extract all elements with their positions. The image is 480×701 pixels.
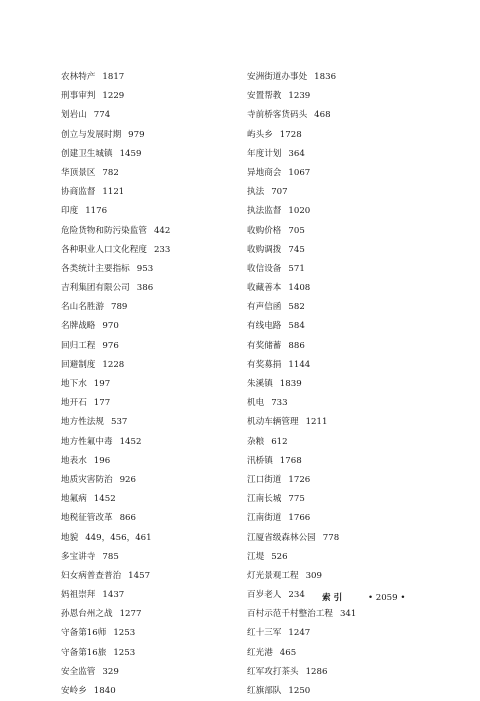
index-entry bbox=[61, 682, 226, 701]
index-entry bbox=[247, 375, 447, 394]
index-term: 收购调拨 bbox=[247, 244, 282, 255]
index-term: 江堤 bbox=[247, 551, 265, 562]
index-term: 守备第16旅 bbox=[61, 647, 107, 658]
index-term: 华顶景区 bbox=[61, 167, 96, 178]
index-entry bbox=[61, 337, 226, 356]
index-term: 红旗部队 bbox=[247, 686, 282, 696]
index-term: 执法 bbox=[247, 187, 265, 198]
index-entry bbox=[247, 567, 447, 586]
index-term: 多宝讲寺 bbox=[61, 551, 96, 562]
index-page-ref: 976 bbox=[102, 340, 119, 351]
index-entry bbox=[247, 663, 447, 682]
index-entry bbox=[61, 586, 226, 605]
index-page-ref: 582 bbox=[288, 302, 305, 313]
index-term: 回归工程 bbox=[61, 340, 96, 351]
index-term: 灯光景观工程 bbox=[247, 570, 299, 581]
right-index-column bbox=[247, 68, 447, 701]
index-entry bbox=[247, 126, 447, 145]
index-term: 收藏善本 bbox=[247, 283, 282, 294]
index-page-ref: 1211 bbox=[305, 417, 328, 428]
index-term: 有奖募捐 bbox=[247, 359, 282, 370]
index-page-ref: 1229 bbox=[102, 91, 125, 102]
index-page-ref: 1286 bbox=[305, 666, 328, 677]
index-term: 地氟病 bbox=[61, 494, 87, 505]
index-entry bbox=[61, 663, 226, 682]
index-entry bbox=[247, 624, 447, 643]
index-page-ref: 468 bbox=[314, 110, 331, 121]
index-term: 回避制度 bbox=[61, 359, 96, 370]
page-number: • 2059 • bbox=[367, 593, 406, 603]
index-page-ref: 733 bbox=[271, 398, 288, 409]
index-entry bbox=[247, 394, 447, 413]
index-entry bbox=[61, 183, 226, 202]
index-entry bbox=[247, 605, 447, 624]
index-term: 收信设备 bbox=[247, 263, 282, 274]
index-entry bbox=[61, 222, 226, 241]
index-entry bbox=[61, 413, 226, 432]
index-term: 百村示范千村整治工程 bbox=[247, 609, 333, 620]
index-page-ref: 197 bbox=[93, 379, 111, 389]
index-term: 刑事审判 bbox=[61, 91, 96, 102]
index-entry bbox=[247, 106, 447, 125]
index-page-ref: 707 bbox=[271, 187, 288, 198]
index-term: 安洲街道办事处 bbox=[247, 72, 308, 82]
index-page-ref: 1144 bbox=[288, 359, 311, 370]
index-page-ref: 1768 bbox=[279, 455, 302, 466]
index-entry bbox=[247, 356, 447, 375]
index-term: 年度计划 bbox=[247, 148, 282, 159]
index-term: 守备第16师 bbox=[61, 628, 107, 639]
index-entry bbox=[247, 529, 447, 548]
index-entry bbox=[247, 317, 447, 336]
index-term: 孙恩台州之战 bbox=[61, 609, 113, 620]
index-page-ref: 1459 bbox=[119, 148, 142, 159]
index-term: 寺前桥客货码头 bbox=[247, 110, 308, 121]
index-entry bbox=[247, 279, 447, 298]
index-entry bbox=[247, 145, 447, 164]
index-term: 汛桥镇 bbox=[247, 455, 273, 466]
index-entry bbox=[247, 202, 447, 221]
index-page-ref: 1250 bbox=[288, 686, 311, 696]
index-entry bbox=[61, 260, 226, 279]
index-page-ref: 584 bbox=[288, 321, 305, 332]
index-term: 江口街道 bbox=[247, 474, 282, 485]
index-entry bbox=[247, 413, 447, 432]
index-term: 妇女病普查普治 bbox=[61, 570, 122, 581]
index-page-ref: 196 bbox=[93, 455, 111, 466]
index-term: 吉利集团有限公司 bbox=[61, 283, 130, 294]
index-term: 各种职业人口文化程度 bbox=[61, 244, 147, 255]
index-term: 红十三军 bbox=[247, 628, 282, 639]
index-page-ref: 1457 bbox=[128, 570, 151, 581]
index-entry bbox=[61, 394, 226, 413]
index-entry bbox=[61, 548, 226, 567]
index-entry bbox=[61, 644, 226, 663]
index-page-ref: 970 bbox=[102, 321, 119, 332]
index-entry bbox=[247, 644, 447, 663]
index-entry bbox=[247, 164, 447, 183]
index-entry bbox=[247, 471, 447, 490]
index-page-ref: 442 bbox=[153, 225, 171, 236]
index-page-ref: 233 bbox=[153, 244, 171, 255]
index-term: 创立与发展时期 bbox=[61, 129, 122, 140]
index-page-ref: 1247 bbox=[288, 628, 311, 639]
index-entry bbox=[247, 509, 447, 528]
index-term: 名山名胜游 bbox=[61, 302, 104, 313]
index-entry bbox=[61, 298, 226, 317]
index-term: 地表水 bbox=[61, 455, 87, 466]
index-page-ref: 953 bbox=[136, 263, 154, 274]
index-term: 杂粮 bbox=[247, 436, 265, 447]
index-page-ref: 386 bbox=[136, 283, 154, 294]
index-term: 机动车辆管理 bbox=[247, 417, 299, 428]
index-term: 农林特产 bbox=[61, 72, 96, 82]
index-page-ref: 782 bbox=[102, 167, 119, 178]
index-page-ref: 926 bbox=[119, 474, 136, 485]
index-term: 收购价格 bbox=[247, 225, 282, 236]
index-entry bbox=[61, 624, 226, 643]
index-term: 危险货物和防污染监管 bbox=[61, 225, 147, 236]
index-entry bbox=[247, 68, 447, 87]
index-entry bbox=[61, 471, 226, 490]
index-page-ref: 1437 bbox=[102, 590, 125, 601]
index-entry bbox=[247, 298, 447, 317]
index-page-ref: 1452 bbox=[119, 436, 142, 447]
index-entry bbox=[61, 317, 226, 336]
index-page-ref: 341 bbox=[339, 609, 357, 620]
index-term: 江南街道 bbox=[247, 513, 282, 524]
index-term: 江南长城 bbox=[247, 494, 282, 505]
index-page-ref: 1253 bbox=[113, 628, 136, 639]
index-page-ref: 571 bbox=[288, 263, 305, 274]
index-page-ref: 1228 bbox=[102, 359, 125, 370]
index-entry bbox=[61, 605, 226, 624]
index-term: 屿头乡 bbox=[247, 129, 273, 140]
index-entry bbox=[61, 164, 226, 183]
index-page-ref: 774 bbox=[93, 110, 111, 121]
index-entry bbox=[61, 87, 226, 106]
index-entry bbox=[247, 433, 447, 452]
index-term: 地质灾害防治 bbox=[61, 474, 113, 485]
index-entry bbox=[247, 548, 447, 567]
index-page-ref: 612 bbox=[271, 436, 288, 447]
index-term: 江厦省级森林公园 bbox=[247, 532, 316, 543]
index-entry bbox=[247, 452, 447, 471]
index-page-ref: 785 bbox=[102, 551, 119, 562]
index-page-ref: 1452 bbox=[93, 494, 116, 505]
index-term: 安全监管 bbox=[61, 666, 96, 677]
index-term: 名牌战略 bbox=[61, 321, 96, 332]
index-page-ref: 745 bbox=[288, 244, 305, 255]
index-term: 各类统计主要指标 bbox=[61, 263, 130, 274]
left-index-column bbox=[61, 68, 226, 701]
index-page-ref: 775 bbox=[288, 494, 305, 505]
index-term: 地方性氟中毒 bbox=[61, 436, 113, 447]
index-page-ref: 886 bbox=[288, 340, 305, 351]
index-term: 执法监督 bbox=[247, 206, 282, 217]
index-entry bbox=[61, 529, 226, 548]
index-page-ref: 979 bbox=[128, 129, 145, 140]
index-term: 地貌 bbox=[61, 532, 79, 543]
index-page-ref: 1840 bbox=[93, 686, 116, 696]
index-term: 划岩山 bbox=[61, 110, 87, 121]
index-page-ref: 1839 bbox=[279, 379, 302, 389]
index-page-ref: 1817 bbox=[102, 72, 125, 82]
index-entry bbox=[61, 279, 226, 298]
index-term: 地税征管改革 bbox=[61, 513, 113, 524]
index-page-ref: 1239 bbox=[288, 91, 311, 102]
index-entry bbox=[247, 183, 447, 202]
index-term: 协商监督 bbox=[61, 187, 96, 198]
index-entry bbox=[61, 202, 226, 221]
index-page-ref: 465 bbox=[279, 647, 297, 658]
footer-section-label: 索引 bbox=[322, 593, 346, 603]
index-page-ref: 1176 bbox=[85, 206, 108, 217]
index-page-ref: 526 bbox=[271, 551, 288, 562]
index-entry bbox=[61, 145, 226, 164]
index-entry bbox=[247, 337, 447, 356]
page-footer bbox=[322, 591, 462, 603]
index-term: 地下水 bbox=[61, 379, 87, 389]
index-term: 异地商会 bbox=[247, 167, 282, 178]
index-page-ref: 1726 bbox=[288, 474, 311, 485]
index-page-ref: 177 bbox=[93, 398, 111, 409]
index-term: 安岭乡 bbox=[61, 686, 87, 696]
index-entry bbox=[61, 106, 226, 125]
index-entry bbox=[61, 356, 226, 375]
index-entry bbox=[247, 241, 447, 260]
index-entry bbox=[61, 452, 226, 471]
index-page-ref: 1277 bbox=[119, 609, 142, 620]
index-page-ref: 778 bbox=[322, 532, 340, 543]
index-page-ref: 1408 bbox=[288, 283, 311, 294]
index-term: 地开石 bbox=[61, 398, 87, 409]
index-page-ref: 309 bbox=[305, 570, 322, 581]
index-entry bbox=[61, 241, 226, 260]
index-term: 印度 bbox=[61, 206, 79, 217]
index-term: 妈祖崇拜 bbox=[61, 590, 96, 601]
index-term: 百岁老人 bbox=[247, 590, 282, 601]
index-term: 有声信函 bbox=[247, 302, 282, 313]
index-entry bbox=[247, 222, 447, 241]
index-term: 朱溪镇 bbox=[247, 379, 273, 389]
index-page-ref: 537 bbox=[110, 417, 128, 428]
index-page-ref: 1766 bbox=[288, 513, 311, 524]
index-page-ref: 1836 bbox=[314, 72, 337, 82]
index-page-ref: 1121 bbox=[102, 187, 125, 198]
index-term: 红军攻打茶头 bbox=[247, 666, 299, 677]
index-entry bbox=[61, 567, 226, 586]
index-term: 安置帮教 bbox=[247, 91, 282, 102]
index-entry bbox=[61, 433, 226, 452]
index-entry bbox=[61, 68, 226, 87]
index-page-ref: 329 bbox=[102, 666, 119, 677]
index-page-ref: 449，456，461 bbox=[85, 532, 152, 543]
index-entry bbox=[61, 509, 226, 528]
index-term: 机电 bbox=[247, 398, 265, 409]
index-term: 有奖储蓄 bbox=[247, 340, 282, 351]
index-term: 有线电路 bbox=[247, 321, 282, 332]
index-entry bbox=[247, 87, 447, 106]
index-entry bbox=[247, 260, 447, 279]
index-page-ref: 234 bbox=[288, 590, 305, 601]
index-page-ref: 705 bbox=[288, 225, 305, 236]
index-page-ref: 364 bbox=[288, 148, 305, 159]
index-entry bbox=[61, 490, 226, 509]
index-entry bbox=[61, 126, 226, 145]
index-page-ref: 1067 bbox=[288, 167, 311, 178]
index-term: 创建卫生城镇 bbox=[61, 148, 113, 159]
index-term: 地方性法规 bbox=[61, 417, 104, 428]
index-page-ref: 1728 bbox=[279, 129, 302, 140]
index-page-ref: 866 bbox=[119, 513, 136, 524]
index-page-ref: 1020 bbox=[288, 206, 311, 217]
index-term: 红光港 bbox=[247, 647, 273, 658]
index-page-ref: 1253 bbox=[113, 647, 136, 658]
index-entry bbox=[247, 490, 447, 509]
index-entry bbox=[61, 375, 226, 394]
index-entry bbox=[247, 682, 447, 701]
index-page-ref: 789 bbox=[110, 302, 128, 313]
